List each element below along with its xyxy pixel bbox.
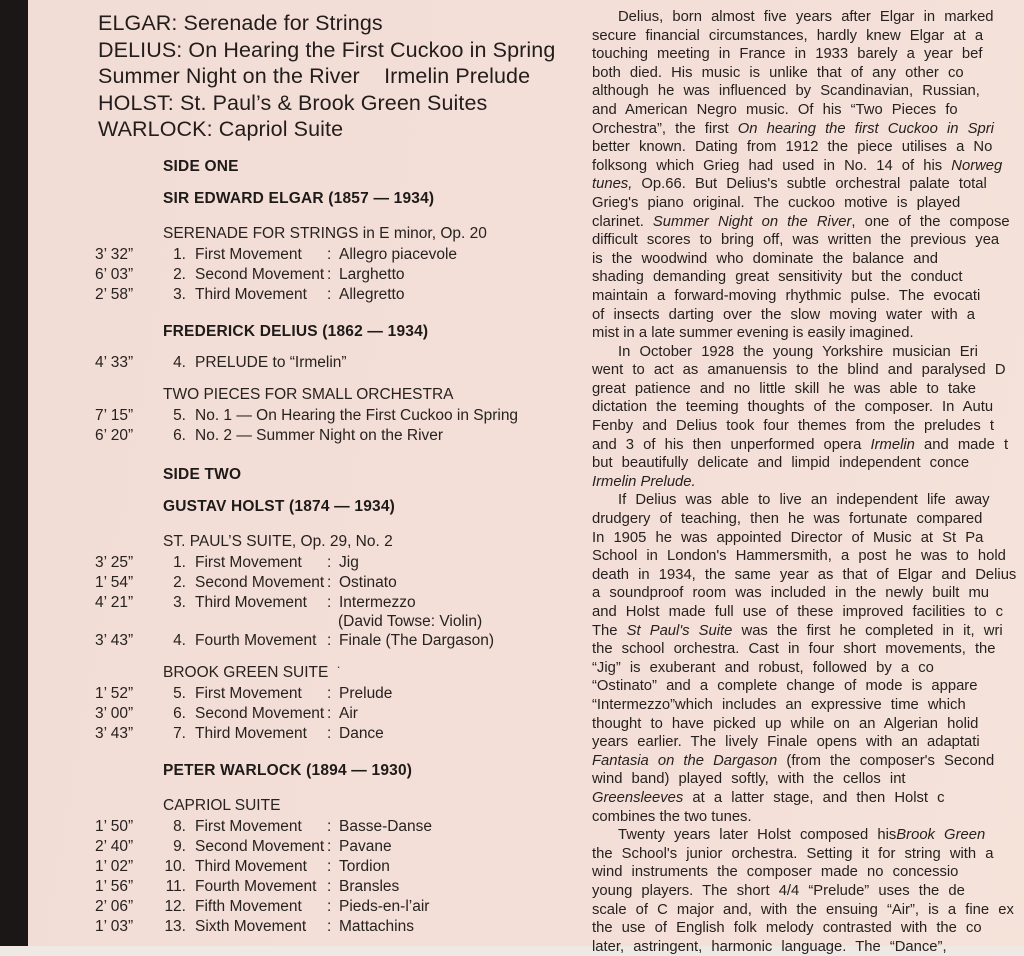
track-tempo: Pavane	[339, 837, 392, 855]
track-row	[95, 684, 592, 704]
track-duration: 1’ 03”	[95, 917, 134, 935]
track-duration: 1’ 52”	[95, 684, 134, 702]
album-title-line: Summer Night on the River Irmelin Prelude	[98, 64, 531, 88]
notes-line: later, astringent, harmonic language. The “Dance”,	[592, 938, 947, 955]
notes-line: “Jig” is exuberant and robust, followed by a co	[592, 659, 934, 676]
track-duration: 2’ 58”	[95, 285, 134, 303]
notes-line: tunes, Op.66. But Delius's subtle orchestral palate total	[592, 176, 987, 193]
notes-line: the School's junior orchestra. Setting it for string with a	[592, 845, 994, 862]
track-tempo: Allegretto	[339, 285, 405, 303]
notes-line: difficult scores to bring off, was written the previous yea	[592, 232, 1000, 249]
track-tempo: Air	[339, 704, 358, 722]
track-number: 5.	[173, 684, 186, 702]
notes-line: went to act as amanuensis to the blind and paralysed D	[592, 362, 1006, 379]
track-row	[95, 593, 592, 613]
track-title: Second Movement	[195, 265, 325, 283]
track-tempo: Basse-Danse	[339, 817, 433, 835]
track-number: 4.	[173, 631, 186, 649]
notes-line: thought to have picked up while on an Algerian holid	[592, 715, 979, 732]
track-duration: 6’ 03”	[95, 265, 134, 283]
track-number: 4.	[173, 353, 186, 371]
track-title: Fourth Movement	[195, 631, 317, 649]
track-colon: :	[327, 631, 332, 649]
track-title: Fourth Movement	[195, 877, 317, 895]
track-number: 6.	[173, 704, 186, 722]
track-duration: 3’ 25”	[95, 553, 134, 571]
track-duration: 4’ 21”	[95, 593, 134, 611]
track-tempo: Tordion	[339, 857, 390, 875]
track-row	[95, 817, 592, 837]
track-row	[95, 553, 592, 573]
track-colon: :	[327, 857, 332, 875]
notes-line: both died. His music is unlike that of any other co	[592, 64, 964, 81]
track-row	[95, 406, 592, 426]
side-heading: SIDE TWO	[163, 465, 242, 483]
track-duration: 4’ 33”	[95, 353, 134, 371]
album-title-line: WARLOCK: Capriol Suite	[98, 117, 344, 141]
track-title: First Movement	[195, 817, 302, 835]
track-colon: :	[327, 724, 332, 742]
notes-line: a soundproof room was included in the newly built mu	[592, 585, 990, 602]
track-tempo: Dance	[339, 724, 384, 742]
track-tempo: Pieds-en-l’air	[339, 897, 430, 915]
notes-line: and American Negro music. Of his “Two Pieces fo	[592, 101, 958, 118]
notes-line: death in 1934, the same year as that of Elgar and Delius	[592, 566, 1017, 583]
track-title: Second Movement	[195, 704, 325, 722]
track-number: 5.	[173, 406, 186, 424]
track-colon: :	[327, 265, 332, 283]
track-title: Third Movement	[195, 285, 307, 303]
notes-line: In 1905 he was appointed Director of Music at St Pa	[592, 529, 984, 546]
notes-line: Fantasia on the Dargason (from the composer's Second	[592, 752, 995, 769]
notes-line: and Holst made full use of these improved facilities to c	[592, 604, 1004, 620]
track-title: Fifth Movement	[195, 897, 302, 915]
track-number: 2.	[173, 573, 186, 591]
notes-line: drudgery of teaching, then he was fortunate compared	[592, 511, 983, 528]
notes-line: of insects darting over the slow moving water with a	[592, 306, 976, 323]
album-title-line: ELGAR: Serenade for Strings	[98, 11, 383, 35]
album-title-line: HOLST: St. Paul’s & Brook Green Suites	[98, 90, 488, 115]
track-colon: :	[327, 877, 332, 895]
notes-line: although he was influenced by Scandinavian, Russian,	[592, 83, 980, 100]
notes-line: shading demanding great sensitivity but the conduct	[592, 269, 963, 286]
notes-line: better known. Dating from 1912 the piece utilises a No	[592, 139, 993, 156]
track-number: 13.	[164, 917, 186, 935]
track-tempo: Ostinato	[339, 573, 397, 591]
track-title: Third Movement	[195, 593, 307, 611]
track-colon: :	[327, 285, 332, 303]
track-number: 8.	[173, 817, 186, 835]
notes-line: secure financial circumstances, hardly knew Elgar at a	[592, 27, 984, 44]
track-number: 11.	[165, 877, 186, 895]
track-number: 12.	[164, 897, 186, 915]
notes-line: School in London's Hammersmith, a post he was to hold	[592, 548, 1006, 565]
notes-line: Twenty years later Holst composed hisBrook Green	[618, 827, 986, 844]
album-title-line: DELIUS: On Hearing the First Cuckoo in Spring	[98, 37, 556, 62]
track-title: Second Movement	[195, 573, 325, 591]
notes-line: Greensleeves at a latter stage, and then Holst c	[592, 789, 945, 806]
track-row	[95, 631, 592, 651]
track-duration: 7’ 15”	[95, 406, 134, 424]
notes-line: Grieg's piano original. The cuckoo motive is played	[592, 194, 961, 211]
track-tempo: Jig	[339, 553, 359, 571]
notes-line: mist in a late summer evening is easily imagined.	[592, 325, 914, 342]
track-duration: 3’ 32”	[95, 245, 134, 263]
track-row	[95, 245, 592, 265]
track-tempo: Larghetto	[339, 265, 405, 283]
track-row	[95, 837, 592, 857]
track-duration: 2’ 40”	[95, 837, 134, 855]
track-duration: 6’ 20”	[95, 426, 134, 444]
track-title: Sixth Movement	[195, 917, 307, 935]
composer-heading: GUSTAV HOLST (1874 — 1934)	[163, 497, 396, 515]
notes-line: touching meeting in France in 1933 barely a year bef	[592, 46, 983, 63]
notes-line: wind instruments the composer made no concessio	[592, 864, 959, 881]
track-duration: 3’ 43”	[95, 724, 134, 742]
work-heading: ST. PAUL’S SUITE, Op. 29, No. 2	[163, 532, 393, 550]
notes-line: young players. The short 4/4 “Prelude” uses the de	[592, 882, 965, 899]
track-row	[95, 917, 592, 937]
track-number: 7.	[173, 724, 186, 742]
composer-heading: SIR EDWARD ELGAR (1857 — 1934)	[163, 189, 435, 207]
track-number: 9.	[173, 837, 186, 855]
track-number: 1.	[173, 553, 186, 571]
notes-line: “Ostinato” and a complete change of mode is appare	[592, 678, 978, 695]
composer-heading: PETER WARLOCK (1894 — 1930)	[163, 761, 413, 779]
track-tempo: Intermezzo	[339, 593, 416, 611]
composer-heading: FREDERICK DELIUS (1862 — 1934)	[163, 322, 429, 340]
notes-line: Fenby and Delius took four themes from the preludes t	[592, 418, 994, 435]
notes-line: “Intermezzo”which includes an expressive time which	[592, 696, 966, 713]
notes-line: the school orchestra. Cast in four short movements, the	[592, 641, 996, 658]
notes-line: scale of C major and, with the ensuing “Air”, is a fine ex	[592, 901, 1014, 918]
track-colon: :	[327, 553, 332, 571]
notes-line: If Delius was able to live an independent life away	[618, 492, 990, 509]
track-row	[95, 285, 592, 305]
track-title: First Movement	[195, 553, 302, 571]
notes-line: the use of English folk melody contrasted with the co	[592, 920, 982, 937]
track-number: 1.	[173, 245, 186, 263]
track-tempo: Bransles	[339, 877, 400, 895]
notes-line: but beautifully delicate and limpid independent conce	[592, 455, 970, 472]
track-row	[95, 897, 592, 917]
notes-line: Irmelin Prelude.	[592, 473, 696, 490]
notes-line: wind band) played softly, with the cellos int	[592, 771, 906, 788]
cover-spine-edge	[0, 0, 28, 946]
notes-line: folksong which Grieg had used in No. 14 of his Norweg	[592, 157, 1003, 174]
track-number: 3.	[173, 593, 186, 611]
track-tempo: Mattachins	[339, 917, 414, 935]
notes-line: is the woodwind who dominate the balance and	[592, 250, 938, 267]
notes-line: Orchestra”, the first On hearing the first Cuckoo in Spri	[592, 120, 994, 137]
track-duration: 1’ 56”	[95, 877, 134, 895]
tracklist-column	[28, 0, 592, 937]
track-number: 10.	[164, 857, 186, 875]
track-title: Third Movement	[195, 857, 307, 875]
track-colon: :	[327, 593, 332, 611]
track-title: Second Movement	[195, 837, 325, 855]
track-title: First Movement	[195, 684, 302, 702]
work-heading: TWO PIECES FOR SMALL ORCHESTRA	[163, 385, 454, 403]
track-colon: :	[327, 704, 332, 722]
track-row	[95, 265, 592, 285]
track-row	[95, 857, 592, 877]
track-duration: 1’ 54”	[95, 573, 134, 591]
track-colon: :	[327, 817, 332, 835]
track-colon: :	[327, 245, 332, 263]
track-title: No. 2 — Summer Night on the River	[195, 426, 444, 444]
track-duration: 2’ 06”	[95, 897, 134, 915]
notes-line: The St Paul's Suite was the first he completed in it, wri	[592, 622, 1003, 639]
notes-line: combines the two tunes.	[592, 808, 752, 825]
track-row	[95, 724, 592, 744]
track-duration: 3’ 43”	[95, 631, 134, 649]
notes-line: great patience and no little skill he was able to take	[592, 380, 976, 397]
track-row	[95, 353, 592, 373]
track-row	[95, 426, 592, 446]
track-colon: :	[327, 917, 332, 935]
track-listing	[95, 157, 592, 937]
track-number: 2.	[173, 265, 186, 283]
notes-line: clarinet. Summer Night on the River, one of the compose	[592, 213, 1010, 230]
track-number: 6.	[173, 426, 186, 444]
track-tempo: Prelude	[339, 684, 393, 702]
track-duration: 1’ 02”	[95, 857, 134, 875]
notes-line: dictation the teeming thoughts of the composer. In Autu	[592, 399, 994, 416]
track-title: Third Movement	[195, 724, 307, 742]
track-performer-note: (David Towse: Violin)	[338, 612, 483, 630]
track-tempo: Allegro piacevole	[339, 245, 458, 263]
track-row	[95, 704, 592, 724]
track-colon: :	[327, 573, 332, 591]
track-title: No. 1 — On Hearing the First Cuckoo in Spring	[195, 406, 519, 424]
track-row	[95, 877, 592, 897]
side-heading: SIDE ONE	[163, 157, 239, 175]
notes-line: and 3 of his then unperformed opera Irmelin and made t	[592, 436, 1009, 453]
album-title-block	[98, 10, 592, 143]
print-speck: ·	[336, 658, 341, 674]
track-colon: :	[327, 837, 332, 855]
notes-line: Delius, born almost five years after Elgar in marked	[618, 9, 994, 25]
track-row	[95, 573, 592, 593]
track-duration: 1’ 50”	[95, 817, 134, 835]
work-heading: SERENADE FOR STRINGS in E minor, Op. 20	[163, 224, 487, 242]
track-tempo: Finale (The Dargason)	[339, 631, 495, 649]
work-heading: CAPRIOL SUITE	[163, 796, 281, 814]
track-colon: :	[327, 684, 332, 702]
track-duration: 3’ 00”	[95, 704, 134, 722]
track-colon: :	[327, 897, 332, 915]
track-title: PRELUDE to “Irmelin”	[195, 353, 347, 371]
notes-line: years earlier. The lively Finale opens with an adaptati	[592, 734, 980, 751]
liner-notes-column	[592, 8, 1024, 956]
track-number: 3.	[173, 285, 186, 303]
work-heading: BROOK GREEN SUITE ·	[163, 658, 341, 681]
track-title: First Movement	[195, 245, 302, 263]
notes-line: maintain a forward-moving rhythmic pulse. The evocati	[592, 287, 981, 304]
notes-line: In October 1928 the young Yorkshire musician Eri	[618, 343, 978, 360]
